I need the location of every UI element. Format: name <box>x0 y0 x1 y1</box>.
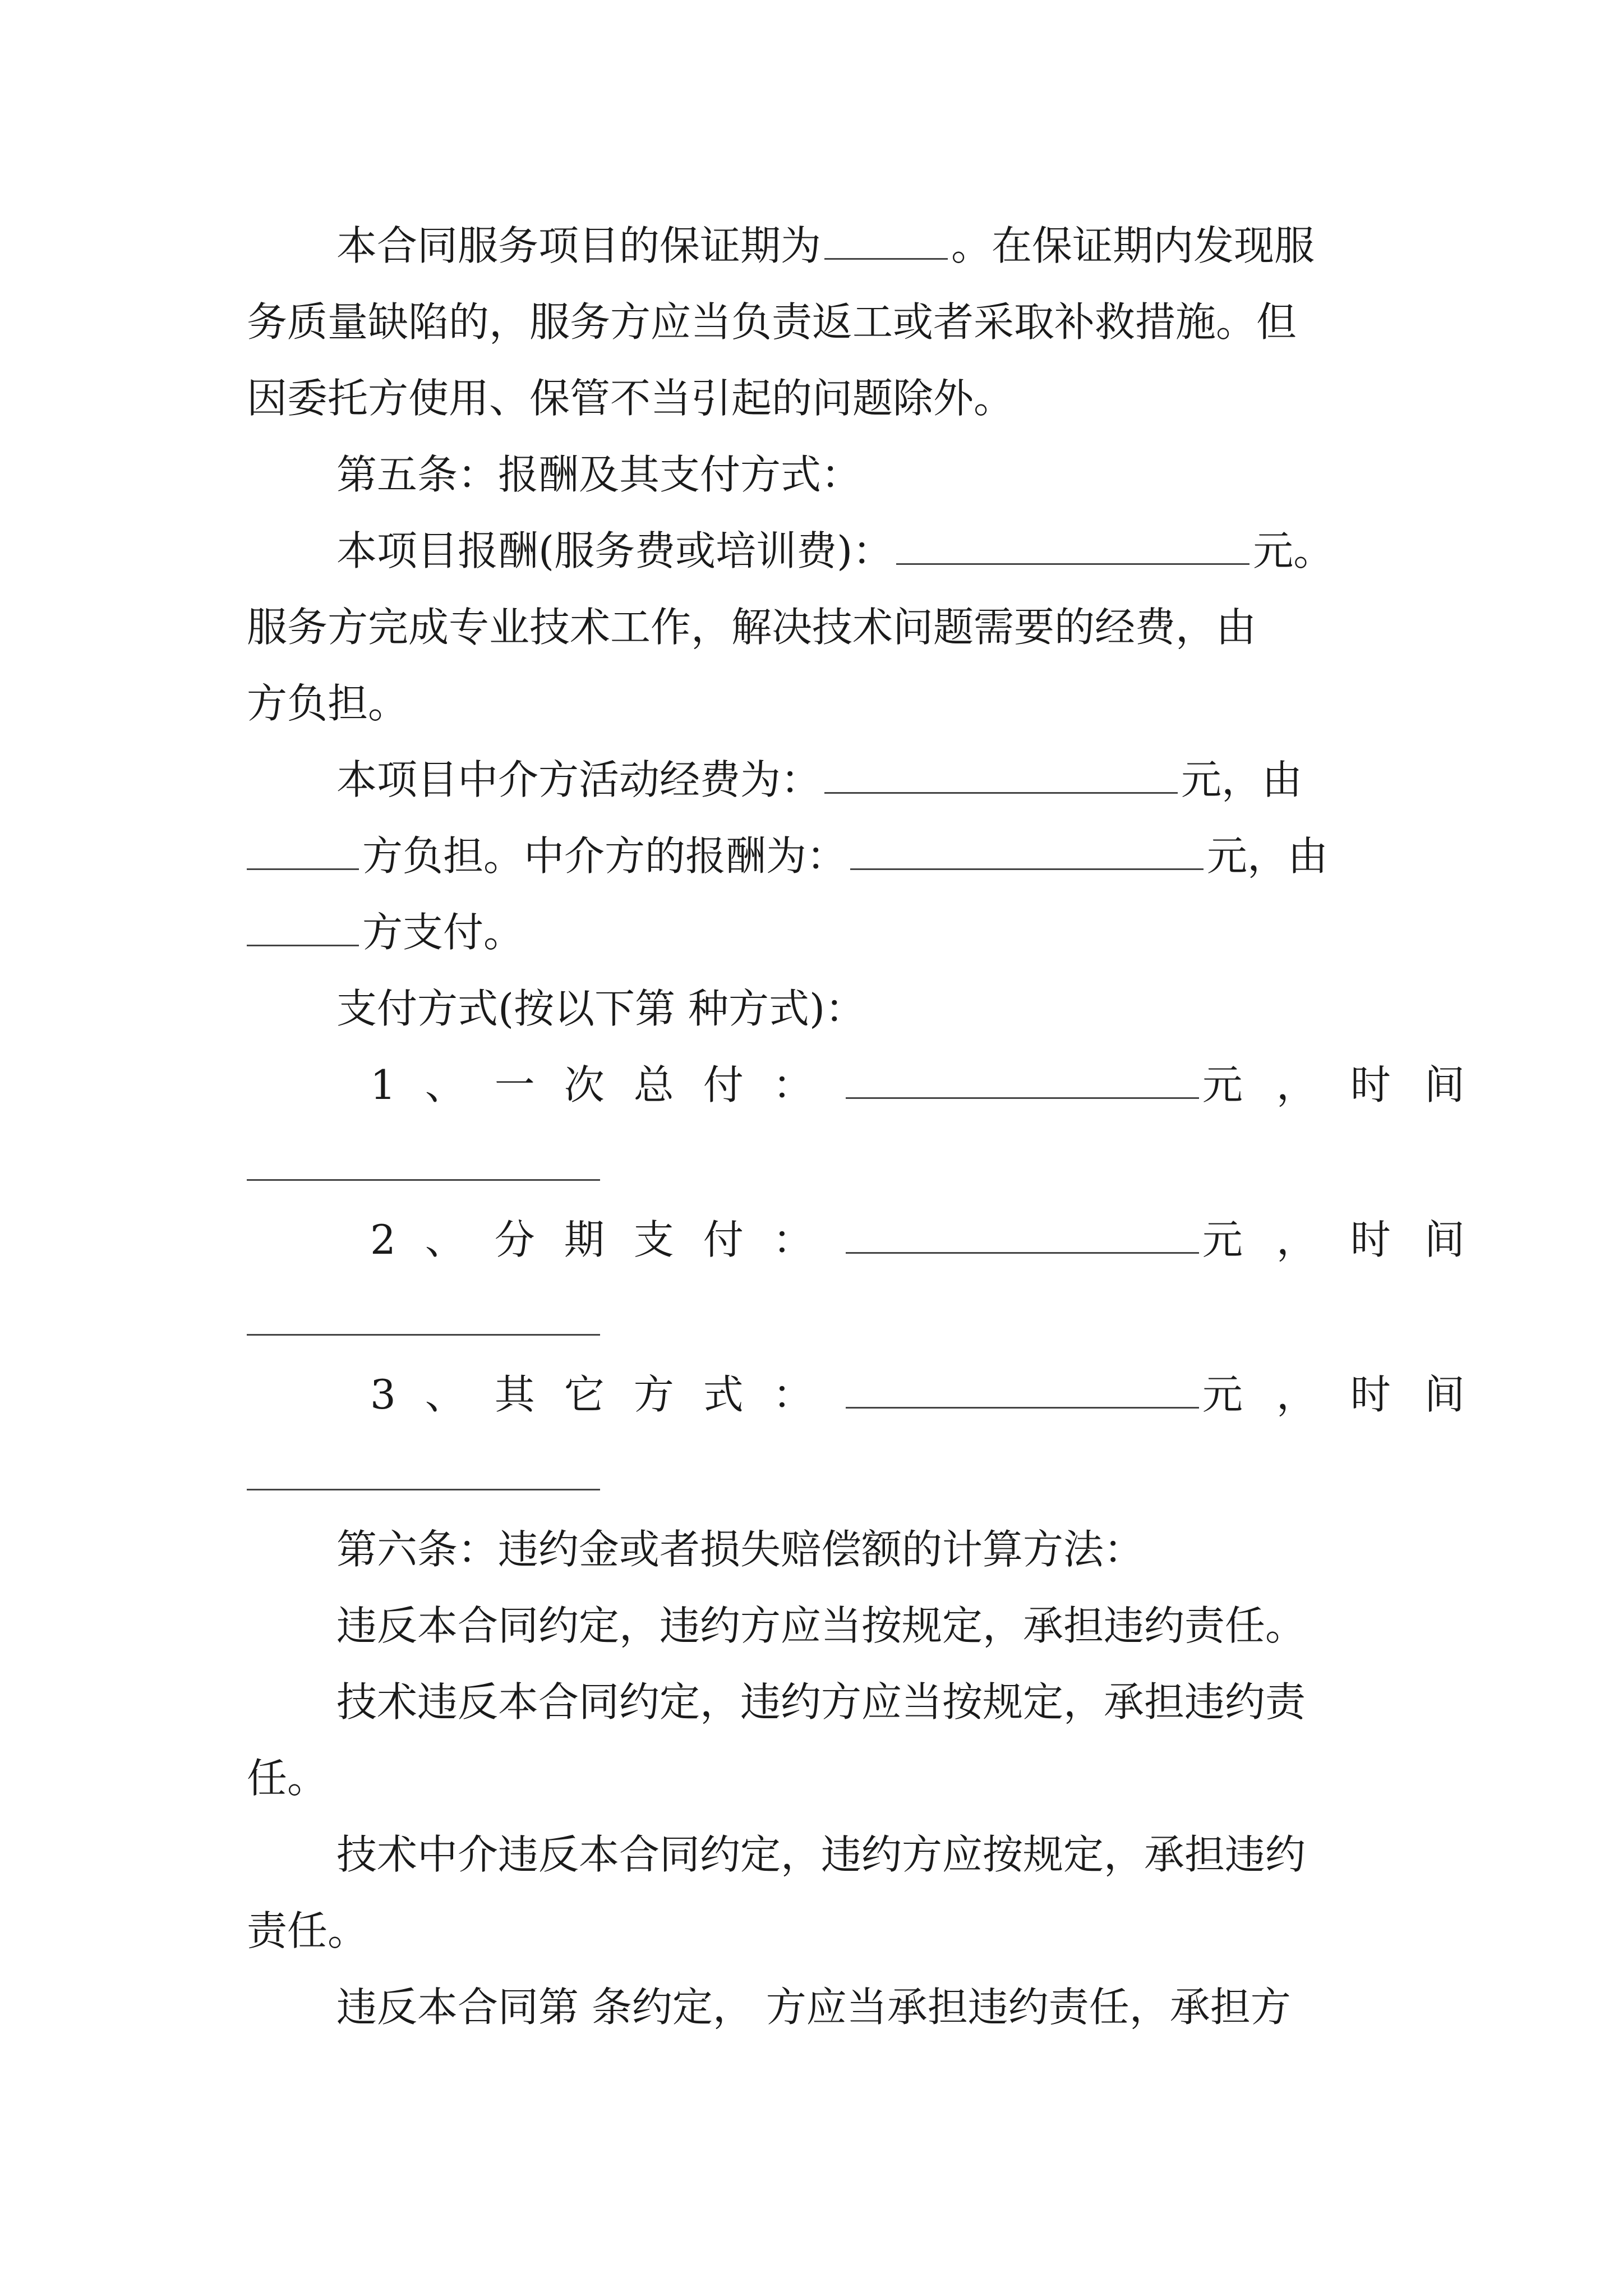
text: 本项目中介方活动经费为： <box>336 756 822 803</box>
paragraph-fee-line2: 服务方完成专业技术工作，解决技术问题需要的经费，由 <box>247 604 1257 651</box>
blank-field-expense-party[interactable] <box>247 835 359 870</box>
payment-option-label: 1、一次总付： <box>370 1047 1202 1123</box>
paragraph-breach-3-line2: 责任。 <box>247 1907 368 1954</box>
payment-option-unit: 元，时间 <box>1202 1371 1498 1418</box>
blank-field-warranty-period[interactable] <box>824 224 948 260</box>
blank-field-installment-time[interactable] <box>247 1300 600 1336</box>
blank-field-other-amount[interactable] <box>846 1373 1199 1409</box>
payment-option-2-time-row <box>247 1278 1380 1356</box>
paragraph-breach-3-line1: 技术中介违反本合同约定，违约方应按规定，承担违约 <box>336 1831 1306 1878</box>
payment-option-3-time-row <box>247 1433 1380 1511</box>
payment-option-3 <box>247 1356 1498 1433</box>
text: 元。 <box>1253 527 1334 574</box>
text: 元，由 <box>1207 832 1329 880</box>
text: 方负担。中介方的报酬为： <box>362 832 847 880</box>
payment-method-heading: 支付方式(按以下第 种方式)： <box>336 985 866 1032</box>
paragraph-intermediary-line1 <box>247 742 1380 818</box>
paragraph-intermediary-line3 <box>247 894 1380 970</box>
blank-field-other-time[interactable] <box>247 1455 600 1490</box>
article-six-heading: 第六条：违约金或者损失赔偿额的计算方法： <box>336 1526 1145 1573</box>
paragraph-breach-2-line2: 任。 <box>247 1755 328 1802</box>
payment-option-unit: 元，时间 <box>1202 1061 1498 1108</box>
article-five-heading: 第五条：报酬及其支付方式： <box>336 451 862 498</box>
paragraph-fee-line3: 方负担。 <box>247 680 409 727</box>
text: 本项目报酬(服务费或培训费)： <box>336 527 893 574</box>
text: 方支付。 <box>362 909 524 956</box>
payment-option-unit: 元，时间 <box>1202 1216 1498 1263</box>
blank-field-fee-amount[interactable] <box>896 530 1249 565</box>
paragraph-breach-1: 违反本合同约定，违约方应当按规定，承担违约责任。 <box>336 1602 1306 1649</box>
blank-field-intermediary-expense[interactable] <box>824 758 1178 794</box>
blank-field-lump-sum-amount[interactable] <box>846 1064 1199 1099</box>
blank-field-intermediary-reward[interactable] <box>850 835 1204 870</box>
paragraph-breach-2-line1: 技术违反本合同约定，违约方应当按规定，承担违约责 <box>336 1678 1306 1726</box>
paragraph-warranty-line1 <box>247 208 1380 284</box>
payment-option-1-time-row <box>247 1123 1380 1202</box>
paragraph-breach-4-line1: 违反本合同第 条约定， 方应当承担违约责任，承担方 <box>336 1984 1291 2031</box>
paragraph-fee-line1 <box>247 513 1380 589</box>
text: 。在保证期内发现服 <box>951 222 1315 269</box>
payment-option-1 <box>247 1047 1498 1123</box>
text: 元，由 <box>1181 756 1303 803</box>
paragraph-warranty-line2: 务质量缺陷的，服务方应当负责返工或者采取补救措施。但 <box>247 298 1297 346</box>
payment-option-label: 3、其它方式： <box>370 1356 1202 1433</box>
payment-option-label: 2、分期支付： <box>370 1202 1202 1278</box>
blank-field-lump-sum-time[interactable] <box>247 1145 600 1181</box>
payment-option-2 <box>247 1202 1498 1278</box>
paragraph-warranty-line3: 因委托方使用、保管不当引起的问题除外。 <box>247 375 1015 422</box>
document-page <box>247 208 1498 2045</box>
blank-field-payment-party[interactable] <box>247 911 359 946</box>
text: 本合同服务项目的保证期为 <box>336 222 822 269</box>
blank-field-installment-amount[interactable] <box>846 1218 1199 1254</box>
paragraph-intermediary-line2 <box>247 818 1380 894</box>
